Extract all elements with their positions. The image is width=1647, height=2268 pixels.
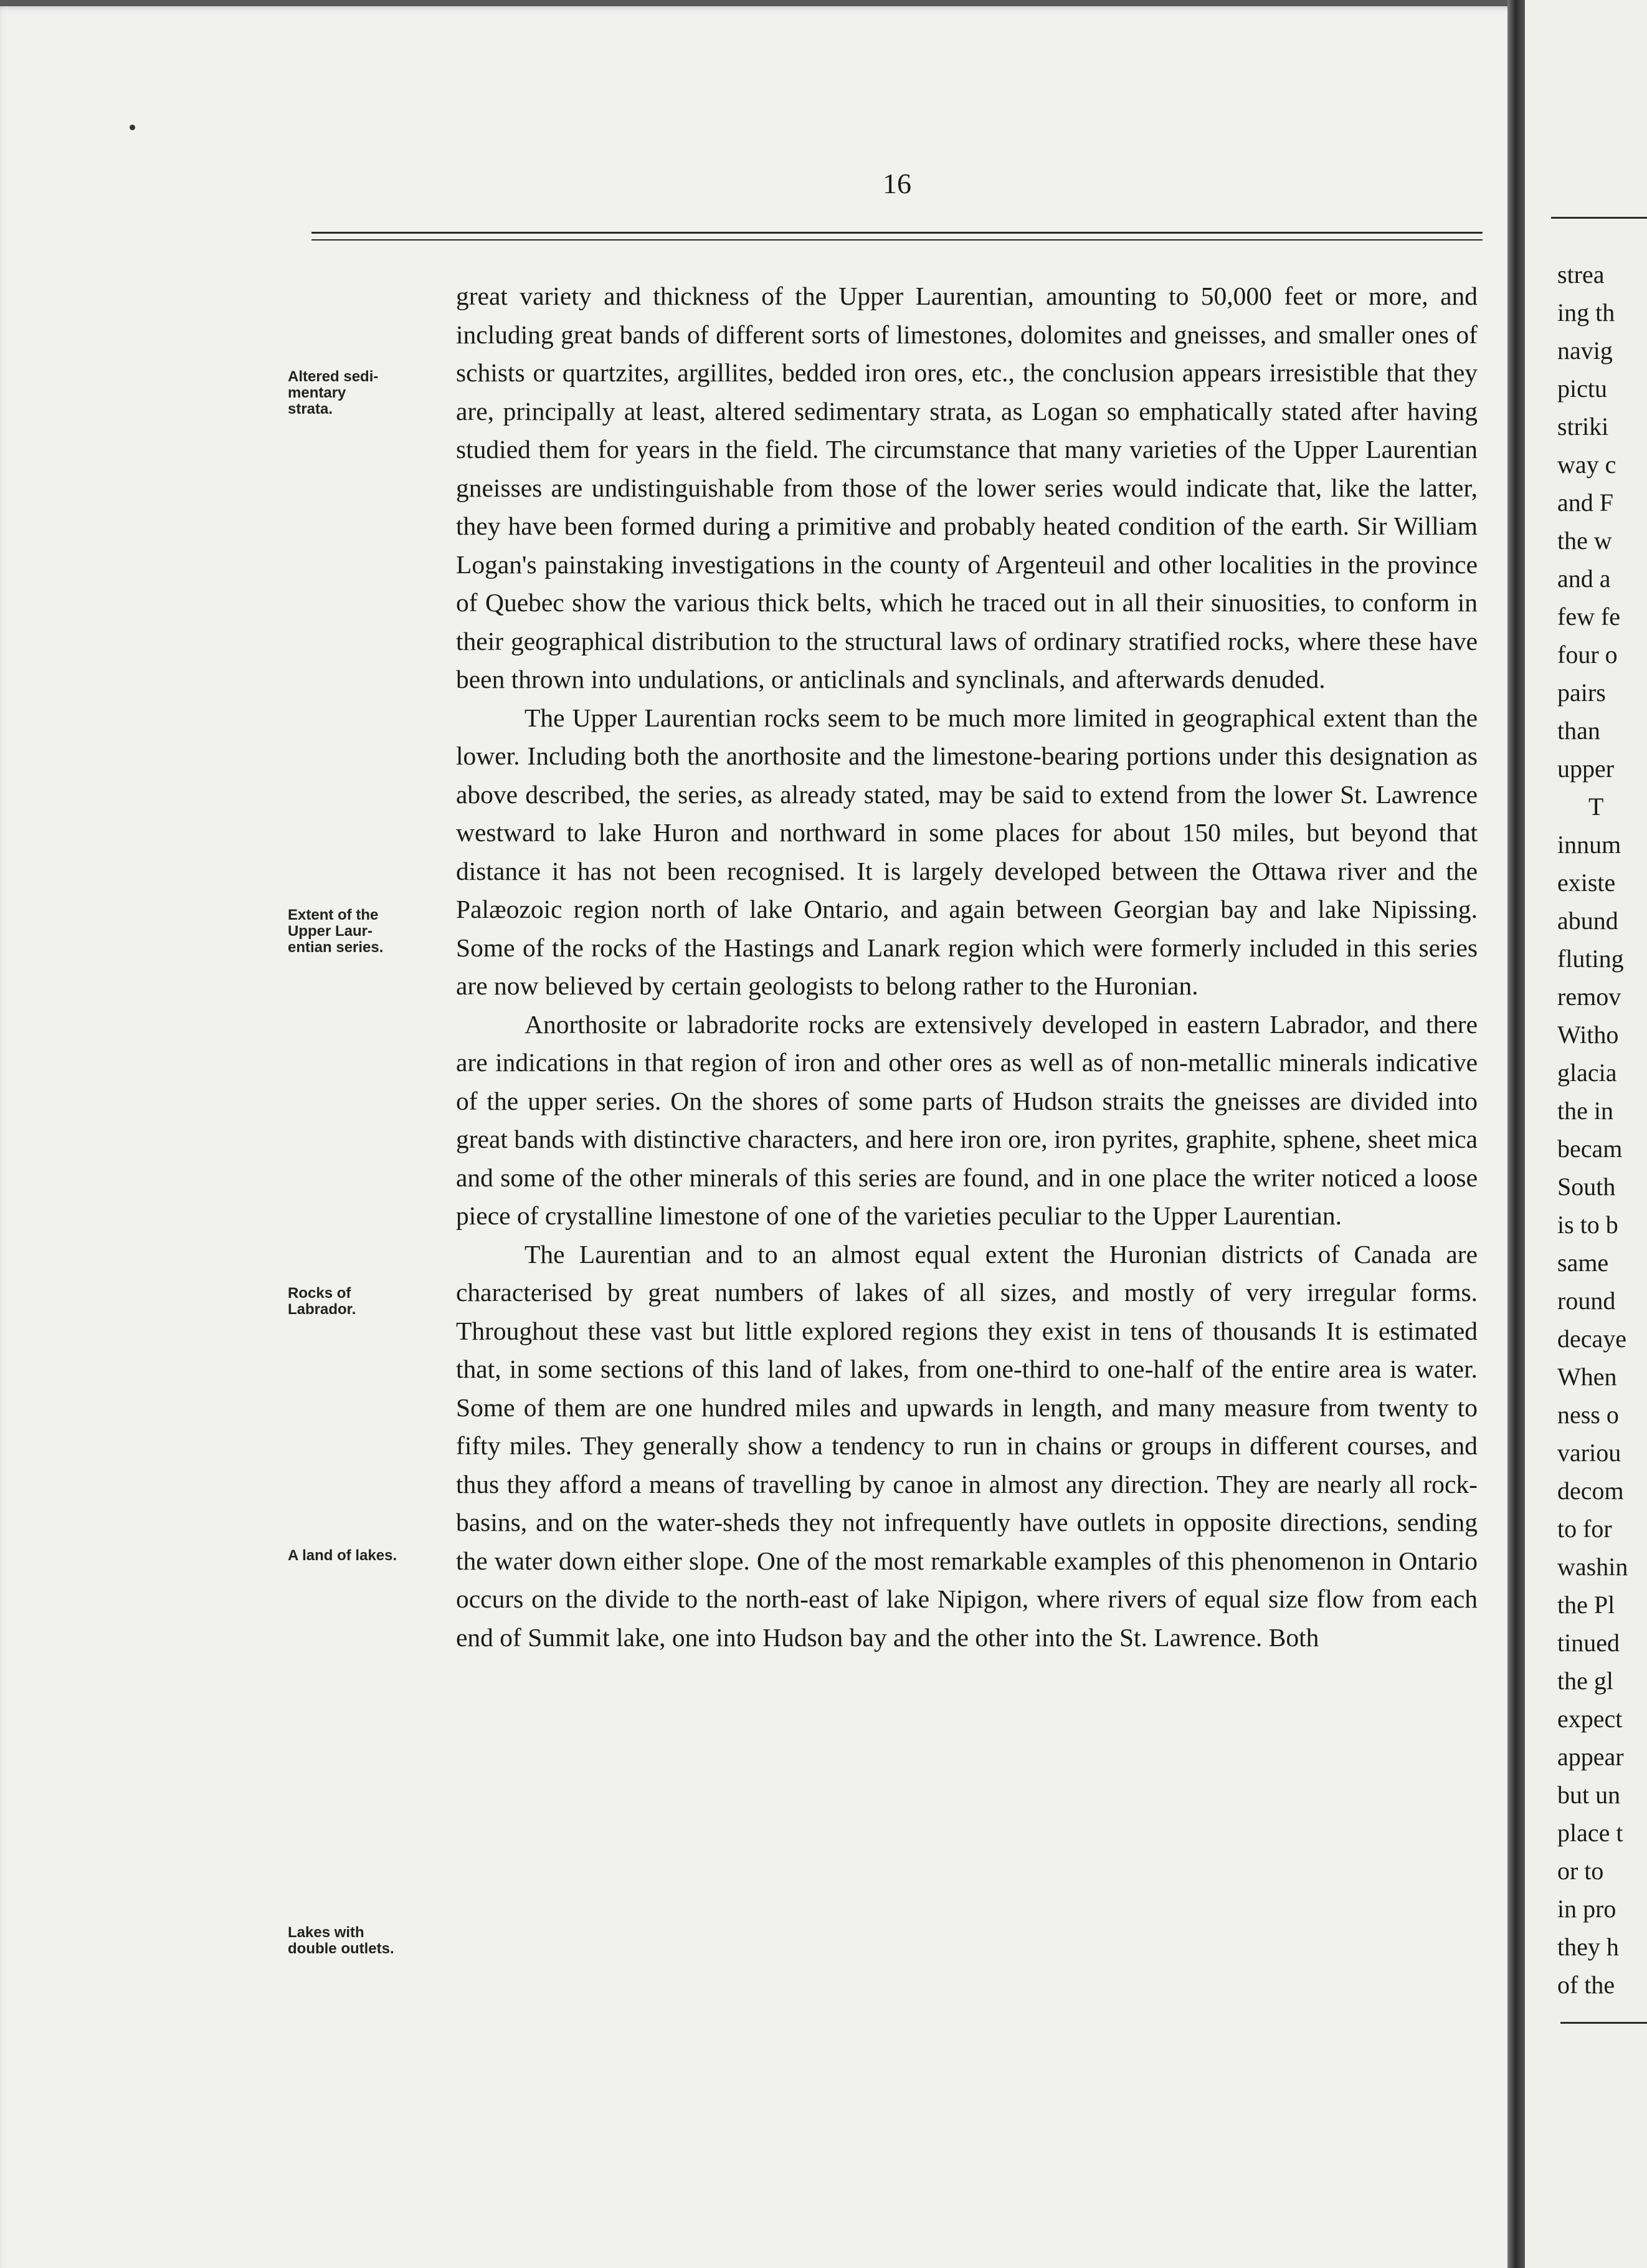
right-line: innum bbox=[1557, 831, 1621, 859]
right-line: expect bbox=[1557, 1705, 1623, 1733]
right-page-header-rule bbox=[1551, 217, 1647, 219]
right-line: they h bbox=[1557, 1933, 1619, 1961]
right-line: Witho bbox=[1557, 1021, 1619, 1049]
right-line: is to b bbox=[1557, 1211, 1618, 1239]
right-line: T bbox=[1588, 793, 1604, 821]
right-page-footer-rule bbox=[1560, 2022, 1647, 2024]
right-line: appear bbox=[1557, 1743, 1624, 1771]
right-line: decom bbox=[1557, 1477, 1624, 1505]
right-line: of the bbox=[1557, 1971, 1615, 1999]
right-line: ness o bbox=[1557, 1401, 1619, 1429]
right-line: tinued bbox=[1557, 1629, 1620, 1657]
main-text-column bbox=[456, 277, 1478, 1657]
right-line: way c bbox=[1557, 450, 1616, 479]
right-line: existe bbox=[1557, 869, 1616, 897]
right-line: to for bbox=[1557, 1515, 1612, 1543]
right-line: place t bbox=[1557, 1819, 1623, 1847]
right-line: few fe bbox=[1557, 603, 1621, 631]
right-line: than bbox=[1557, 717, 1600, 745]
right-line: four o bbox=[1557, 641, 1618, 669]
paragraph-land-of-lakes: The Laurentian and to an almost equal extent the Huronian districts of Canada are characterised by great numbers of lakes of all sizes, and mostly of very irregular forms. Throughout these vast but little explored regions they exist in tens of thousands It is estimated that, in some sections of this land of lakes, from one-third to one-half of the entire area is water. Some of them are one hundred miles and upwards in length, and many measure from twenty to fifty miles. They generally show a tendency to run in chains or groups in different courses, and thus they afford a means of travelling by canoe in almost any direction. They are nearly all rock-basins, and on the water-sheds they not infrequently have outlets in opposite directions, sending the water down either slope. One of the most remarkable examples of this phenomenon in Ontario occurs on the divide to the north-east of lake Nipigon, where rivers of equal size flow from each end of Summit lake, one into Hudson bay and the other into the St. Lawrence. Both bbox=[456, 1239, 1478, 1652]
right-line: striki bbox=[1557, 412, 1609, 441]
page-number: 16 bbox=[883, 168, 911, 199]
margin-note-extent-upper-laurentian bbox=[288, 907, 456, 956]
speck bbox=[130, 125, 135, 130]
header-rule-top bbox=[311, 232, 1483, 234]
right-line: and F bbox=[1557, 488, 1613, 517]
right-line: decaye bbox=[1557, 1325, 1627, 1353]
right-line: glacia bbox=[1557, 1059, 1617, 1087]
right-line: fluting bbox=[1557, 945, 1624, 973]
paragraph-altered-strata: great variety and thickness of the Upper Laurentian, amounting to 50,000 feet or more, and including great bands of different sorts of limestones, dolomites and gneisses, and smaller ones of schists or quartzites, argillites, bedded iron ores, etc., the conclusion appears irresistible that they are, principally at least, altered sedimentary strata, as Logan so emphatically stated after having studied them for years in the field. The circumstance that many varieties of the Upper Laurentian gneisses are undistinguishable from those of the lower series would indicate that, like the latter, they have been formed during a primitive and probably heated condition of the earth. Sir William Logan's painstaking investigations in the county of Argenteuil and other localities in the province of Quebec show the various thick belts, which he traced out in all their sinuosities, to conform in their geographical distribution to the structural laws of ordinary stratified rocks, where these have been thrown into undulations, or anticlinals and synclinals, and afterwards denuded. bbox=[456, 282, 1478, 693]
right-line: pictu bbox=[1557, 374, 1607, 403]
right-line: remov bbox=[1557, 983, 1621, 1011]
book-gutter bbox=[1507, 0, 1525, 2268]
right-line: round bbox=[1557, 1287, 1616, 1315]
right-page-text-fragments bbox=[1557, 255, 1647, 2004]
right-line: the Pl bbox=[1557, 1591, 1615, 1619]
right-line: and a bbox=[1557, 565, 1611, 593]
right-line: becam bbox=[1557, 1135, 1623, 1163]
paragraph-extent-upper-laurentian: The Upper Laurentian rocks seem to be much more limited in geographical extent than the lower. Including both the anorthosite and the limestone-bearing portions under this designation as above described, the series, as already stated, may be said to extend from the lower St. Lawrence westward to lake Huron and northward in some places for about 150 miles, but beyond that distance it has not been recognised. It is largely developed between the Ottawa river and the Palæozoic region north of lake Ontario, and again between Georgian bay and lake Nipissing. Some of the rocks of the Hastings and Lanark region which were formerly included in this series are now believed by certain geologists to belong rather to the Huronian. bbox=[456, 703, 1478, 1000]
right-line: but un bbox=[1557, 1781, 1621, 1809]
right-line: South bbox=[1557, 1173, 1616, 1201]
right-line: variou bbox=[1557, 1439, 1621, 1467]
paragraph-rocks-of-labrador: Anorthosite or labradorite rocks are extensively developed in eastern Labrador, and there are indications in that region of iron and other ores as well as of non-metallic minerals indicative of the upper series. On the shores of some parts of Hudson straits the gneisses are divided into great bands with distinctive characters, and here iron ore, iron pyrites, graphite, sphene, sheet mica and some of the other minerals of this series are found, and in one place the writer noticed a loose piece of crystalline limestone of one of the varieties peculiar to the Upper Laurentian. bbox=[456, 1009, 1478, 1230]
right-line: strea bbox=[1557, 260, 1605, 288]
margin-note-altered-strata bbox=[288, 369, 456, 417]
right-line: the w bbox=[1557, 526, 1612, 555]
header-rule-bottom bbox=[311, 239, 1483, 241]
right-line: same bbox=[1557, 1249, 1609, 1277]
right-line: the gl bbox=[1557, 1667, 1613, 1695]
right-line: the in bbox=[1557, 1097, 1613, 1125]
right-line: navig bbox=[1557, 336, 1613, 364]
margin-note-rocks-of-labrador bbox=[288, 1285, 456, 1318]
right-line: or to bbox=[1557, 1857, 1604, 1885]
margin-note-text: Altered sedi- mentary strata. bbox=[288, 368, 379, 417]
margin-note-text: Lakes with double outlets. bbox=[288, 1924, 394, 1957]
right-line: upper bbox=[1557, 755, 1615, 783]
margin-note-text: Rocks of Labrador. bbox=[288, 1285, 356, 1318]
right-line: ing th bbox=[1557, 298, 1615, 326]
margin-note-double-outlets bbox=[288, 1925, 456, 1957]
right-line: in pro bbox=[1557, 1895, 1616, 1923]
right-line: washin bbox=[1557, 1553, 1628, 1581]
right-line: abund bbox=[1557, 907, 1618, 935]
margin-note-land-of-lakes bbox=[288, 1548, 456, 1564]
right-line: pairs bbox=[1557, 679, 1606, 707]
right-line: When bbox=[1557, 1363, 1617, 1391]
margin-note-text: Extent of the Upper Laur- entian series. bbox=[288, 907, 384, 956]
margin-note-text: A land of lakes. bbox=[288, 1547, 397, 1564]
